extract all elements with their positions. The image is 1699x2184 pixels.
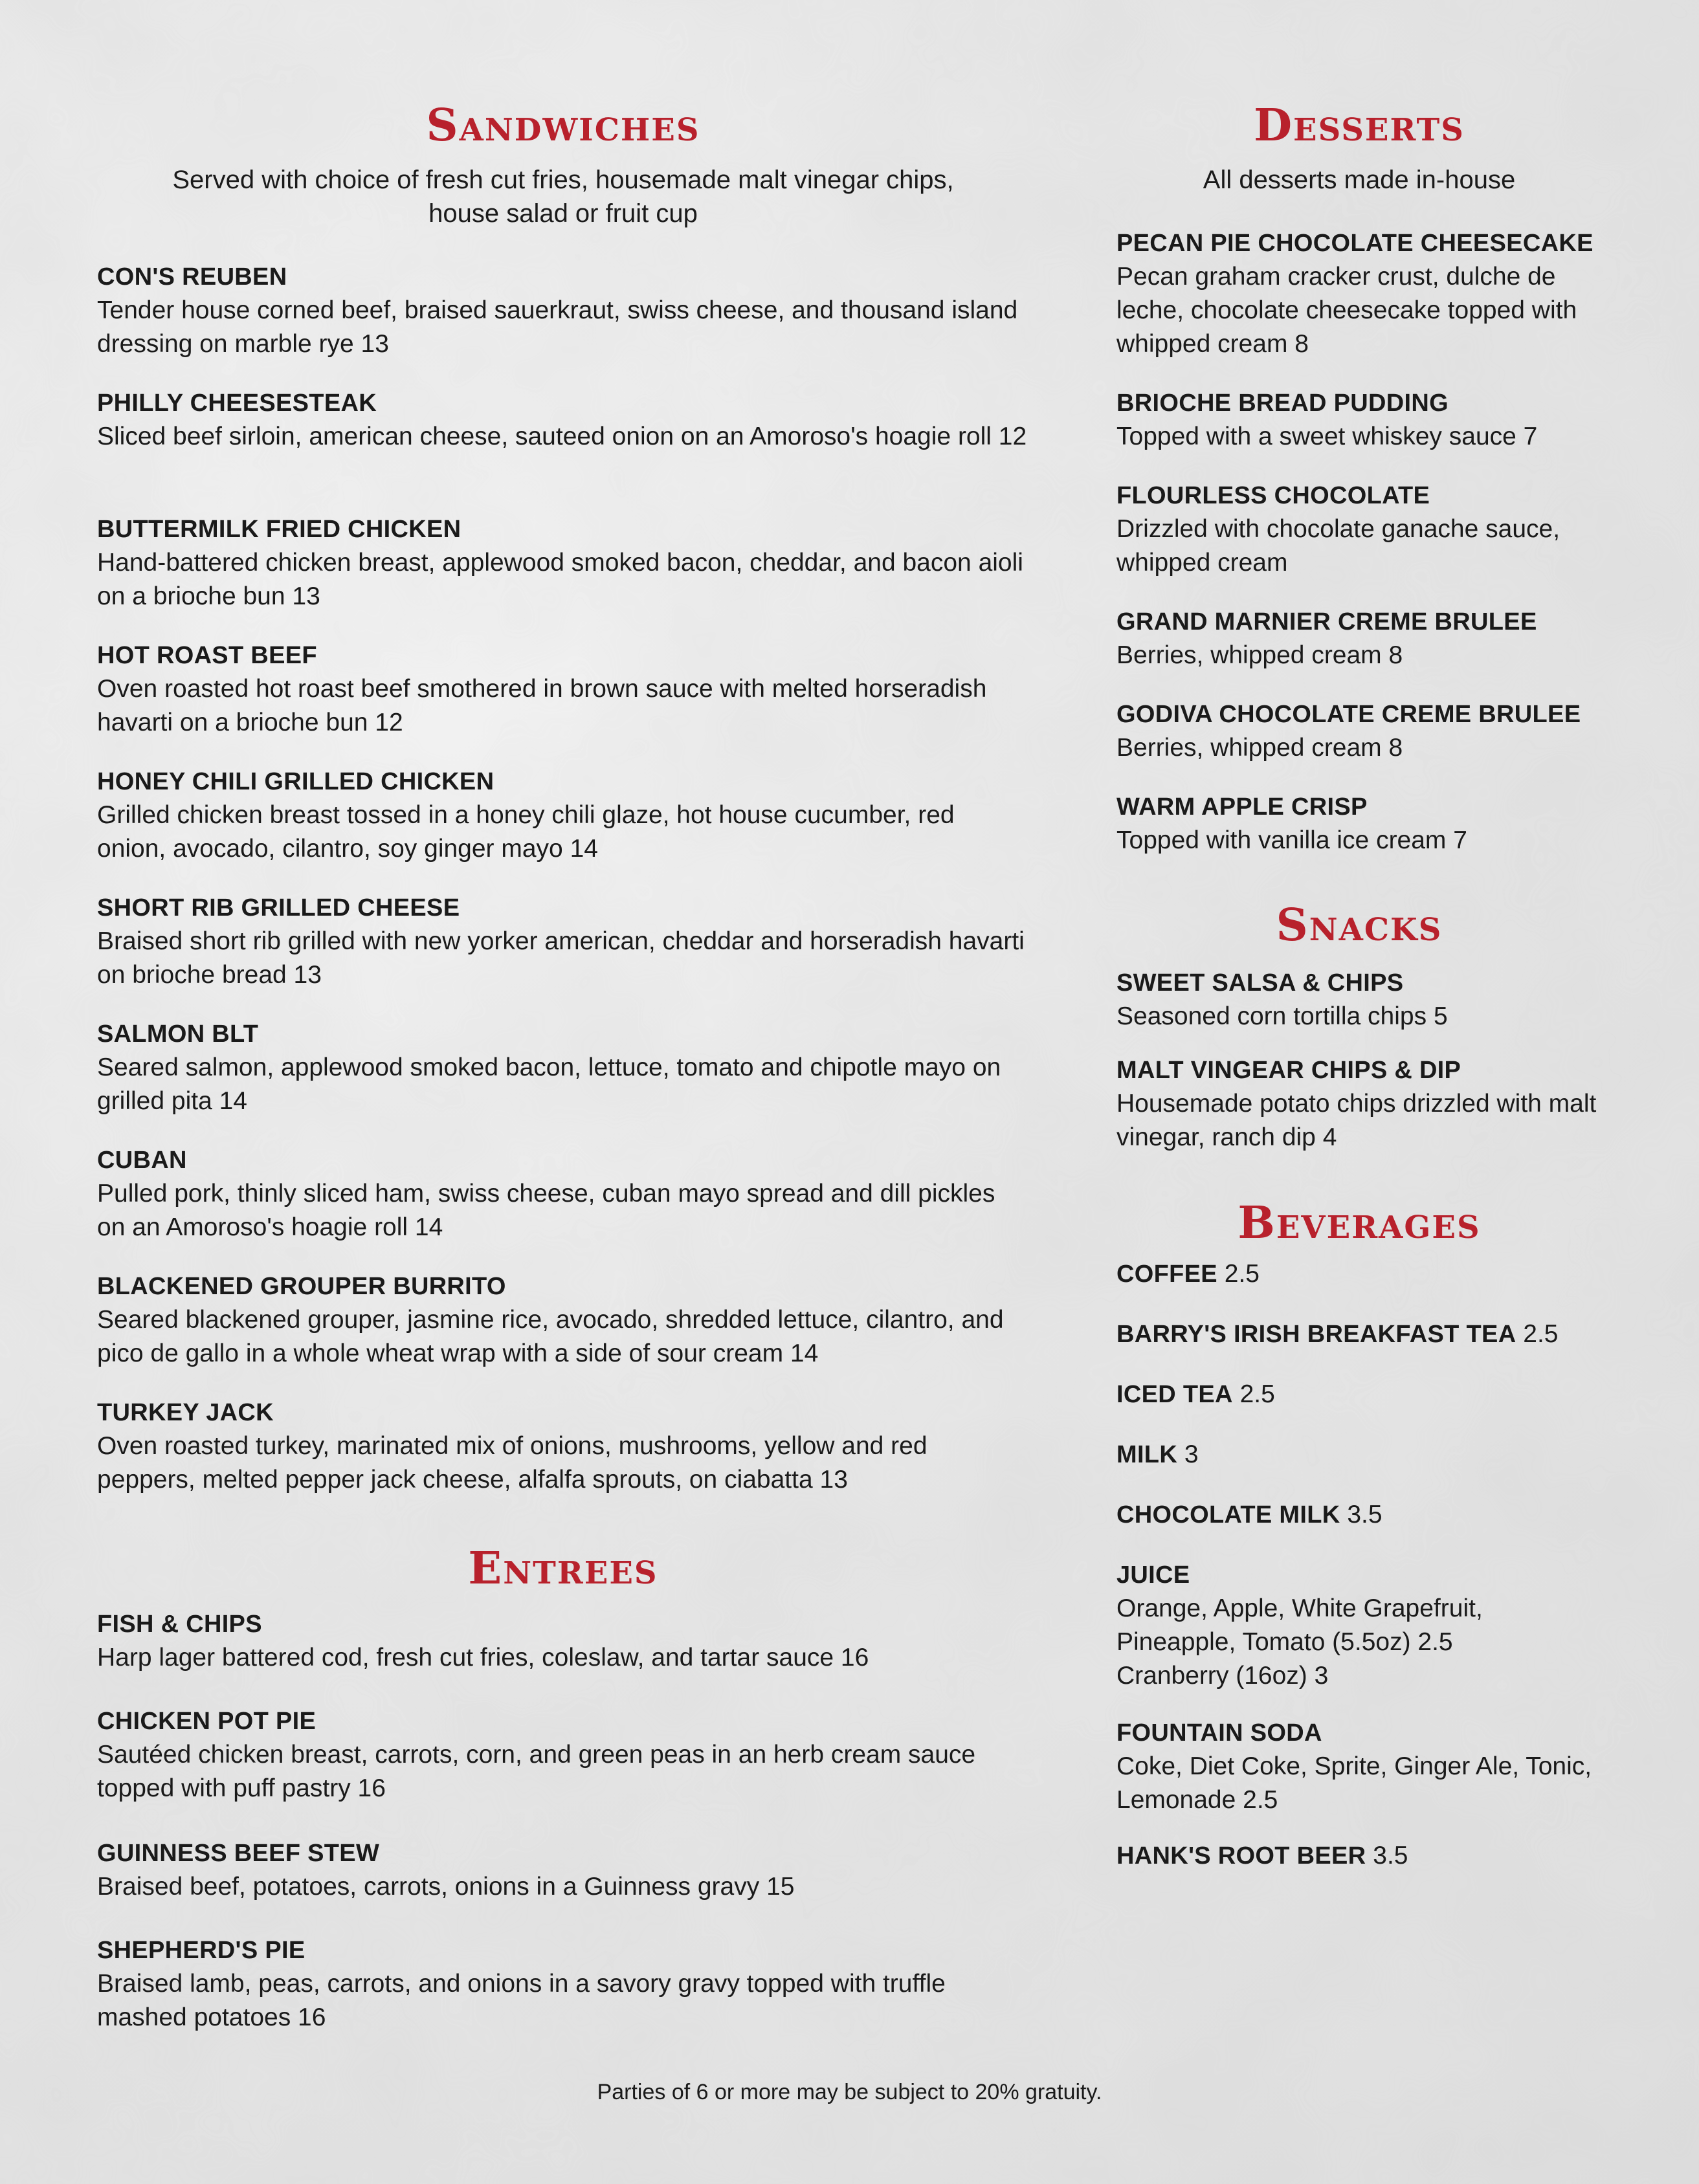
item-name: FLOURLESS CHOCOLATE (1116, 482, 1430, 509)
item-description: Harp lager battered cod, fresh cut fries, coleslaw, and tartar sauce 16 (97, 1644, 869, 1671)
menu-item (1116, 1378, 1602, 1411)
item-name: MILK (1116, 1441, 1178, 1468)
menu-item (1116, 1498, 1602, 1532)
menu-item (1116, 479, 1602, 580)
menu-item (97, 1396, 1029, 1497)
item-name: FOUNTAIN SODA (1116, 1719, 1322, 1747)
item-price: 3.5 (1347, 1501, 1383, 1528)
menu-item (1116, 1318, 1602, 1351)
item-name: COFFEE (1116, 1261, 1217, 1288)
item-description: Housemade potato chips drizzled with malt vinegar, ranch dip 4 (1116, 1090, 1597, 1151)
menu-item (1116, 1558, 1602, 1693)
menu-item (97, 1607, 1029, 1675)
menu-item (1116, 1716, 1602, 1817)
item-name: BLACKENED GROUPER BURRITO (97, 1273, 506, 1300)
menu-item (1116, 790, 1602, 857)
item-name: HANK'S ROOT BEER (1116, 1842, 1366, 1870)
item-name: SALMON BLT (97, 1020, 259, 1048)
menu-item (1116, 605, 1602, 672)
item-price: 3.5 (1373, 1842, 1408, 1870)
item-name: CHICKEN POT PIE (97, 1708, 316, 1735)
item-description: Pulled pork, thinly sliced ham, swiss cheese, cuban mayo spread and dill pickles on an Amoroso's hoagie roll 14 (97, 1180, 995, 1241)
item-description: Sliced beef sirloin, american cheese, sauteed onion on an Amoroso's hoagie roll 12 (97, 423, 1027, 450)
menu-item (97, 1837, 1029, 1904)
item-description: Coke, Diet Coke, Sprite, Ginger Ale, Tonic, Lemonade 2.5 (1116, 1752, 1592, 1814)
menu-item (97, 765, 1029, 866)
item-name: GUINNESS BEEF STEW (97, 1840, 380, 1867)
item-description: Tender house corned beef, braised sauerkraut, swiss cheese, and thousand island dressing on marble rye 13 (97, 296, 1018, 358)
item-description: Pineapple, Tomato (5.5oz) 2.5 (1116, 1628, 1453, 1656)
item-name: PHILLY CHEESESTEAK (97, 390, 377, 417)
beverages-heading: Beverages (1238, 1197, 1481, 1249)
menu-item (97, 1270, 1029, 1371)
menu-item (1116, 1053, 1602, 1154)
item-name: CHOCOLATE MILK (1116, 1501, 1340, 1528)
item-name: CON'S REUBEN (97, 263, 287, 291)
item-description: Braised lamb, peas, carrots, and onions in a savory gravy topped with truffle mashed potatoes 16 (97, 1970, 946, 2031)
item-description: Topped with vanilla ice cream 7 (1116, 826, 1467, 854)
item-name: SWEET SALSA & CHIPS (1116, 969, 1404, 997)
item-price: 2.5 (1239, 1380, 1275, 1408)
snacks-heading: Snacks (1276, 899, 1443, 951)
gratuity-note: Parties of 6 or more may be subject to 20% gratuity. (597, 2080, 1102, 2104)
item-price: 2.5 (1224, 1260, 1260, 1288)
item-name: BUTTERMILK FRIED CHICKEN (97, 516, 461, 543)
entrees-heading: Entrees (468, 1543, 658, 1594)
item-name: GRAND MARNIER CREME BRULEE (1116, 608, 1537, 635)
item-name: FISH & CHIPS (97, 1611, 262, 1638)
item-description: Berries, whipped cream 8 (1116, 641, 1403, 669)
item-description: Braised short rib grilled with new yorker american, cheddar and horseradish havarti on brioche bread 13 (97, 927, 1025, 989)
item-name: BARRY'S IRISH BREAKFAST TEA (1116, 1321, 1516, 1348)
item-description: Seasoned corn tortilla chips 5 (1116, 1002, 1448, 1030)
item-description: Topped with a sweet whiskey sauce 7 (1116, 423, 1538, 450)
menu-item (97, 260, 1029, 361)
item-description: Oven roasted turkey, marinated mix of onions, mushrooms, yellow and red peppers, melted pepper jack cheese, alfalfa sprouts, on ciabatta 13 (97, 1432, 927, 1494)
item-description: Orange, Apple, White Grapefruit, (1116, 1594, 1483, 1622)
menu-item (97, 513, 1029, 613)
item-name: PECAN PIE CHOCOLATE CHEESECAKE (1116, 230, 1594, 257)
menu-item (97, 1143, 1029, 1244)
menu-item (1116, 1257, 1602, 1291)
item-name: GODIVA CHOCOLATE CREME BRULEE (1116, 701, 1581, 728)
item-name: JUICE (1116, 1561, 1190, 1589)
sandwiches-heading: Sandwiches (426, 100, 700, 151)
item-description: Braised beef, potatoes, carrots, onions in a Guinness gravy 15 (97, 1873, 795, 1901)
item-name: HOT ROAST BEEF (97, 642, 317, 669)
item-description: Cranberry (16oz) 3 (1116, 1662, 1329, 1690)
menu-item (1116, 386, 1602, 454)
sandwiches-subtitle: Served with choice of fresh cut fries, housemade malt vinegar chips, house salad or fruit cup (172, 166, 954, 228)
item-name: WARM APPLE CRISP (1116, 793, 1368, 821)
menu-item (97, 639, 1029, 740)
item-name: ICED TEA (1116, 1381, 1233, 1408)
item-description: Grilled chicken breast tossed in a honey chili glaze, hot house cucumber, red onion, avocado, cilantro, soy ginger mayo 14 (97, 801, 955, 863)
item-name: MALT VINGEAR CHIPS & DIP (1116, 1057, 1461, 1084)
desserts-subtitle: All desserts made in-house (1203, 166, 1516, 194)
item-description: Oven roasted hot roast beef smothered in brown sauce with melted horseradish havarti on a brioche bun 12 (97, 675, 987, 736)
item-name: TURKEY JACK (97, 1399, 274, 1426)
menu-item (97, 386, 1029, 454)
menu-item (97, 1704, 1029, 1805)
menu-item (1116, 1839, 1602, 1873)
menu-item (97, 1017, 1029, 1118)
desserts-heading: Desserts (1254, 100, 1465, 151)
item-description: Sautéed chicken breast, carrots, corn, and green peas in an herb cream sauce topped with puff pastry 16 (97, 1741, 976, 1802)
menu-item (1116, 226, 1602, 361)
menu-item (1116, 1438, 1602, 1472)
item-description: Seared salmon, applewood smoked bacon, lettuce, tomato and chipotle mayo on grilled pita 14 (97, 1053, 1001, 1115)
item-description: Berries, whipped cream 8 (1116, 734, 1403, 762)
item-price: 2.5 (1523, 1320, 1559, 1348)
item-description: Seared blackened grouper, jasmine rice, avocado, shredded lettuce, cilantro, and pico de gallo in a whole wheat wrap with a side of sour cream 14 (97, 1306, 1004, 1367)
item-name: CUBAN (97, 1147, 187, 1174)
item-name: SHEPHERD'S PIE (97, 1937, 305, 1964)
item-description: Drizzled with chocolate ganache sauce, whipped cream (1116, 515, 1560, 577)
item-name: BRIOCHE BREAD PUDDING (1116, 390, 1449, 417)
menu-item (1116, 698, 1602, 765)
item-price: 3 (1184, 1440, 1199, 1468)
menu-item (1116, 966, 1602, 1033)
menu-item (97, 891, 1029, 992)
item-name: SHORT RIB GRILLED CHEESE (97, 894, 460, 921)
item-name: HONEY CHILI GRILLED CHICKEN (97, 768, 494, 795)
item-description: Pecan graham cracker crust, dulche de leche, chocolate cheesecake topped with whipped cream 8 (1116, 263, 1577, 358)
item-description: Hand-battered chicken breast, applewood smoked bacon, cheddar, and bacon aioli on a brioche bun 13 (97, 549, 1023, 610)
menu-item (97, 1934, 1029, 2035)
